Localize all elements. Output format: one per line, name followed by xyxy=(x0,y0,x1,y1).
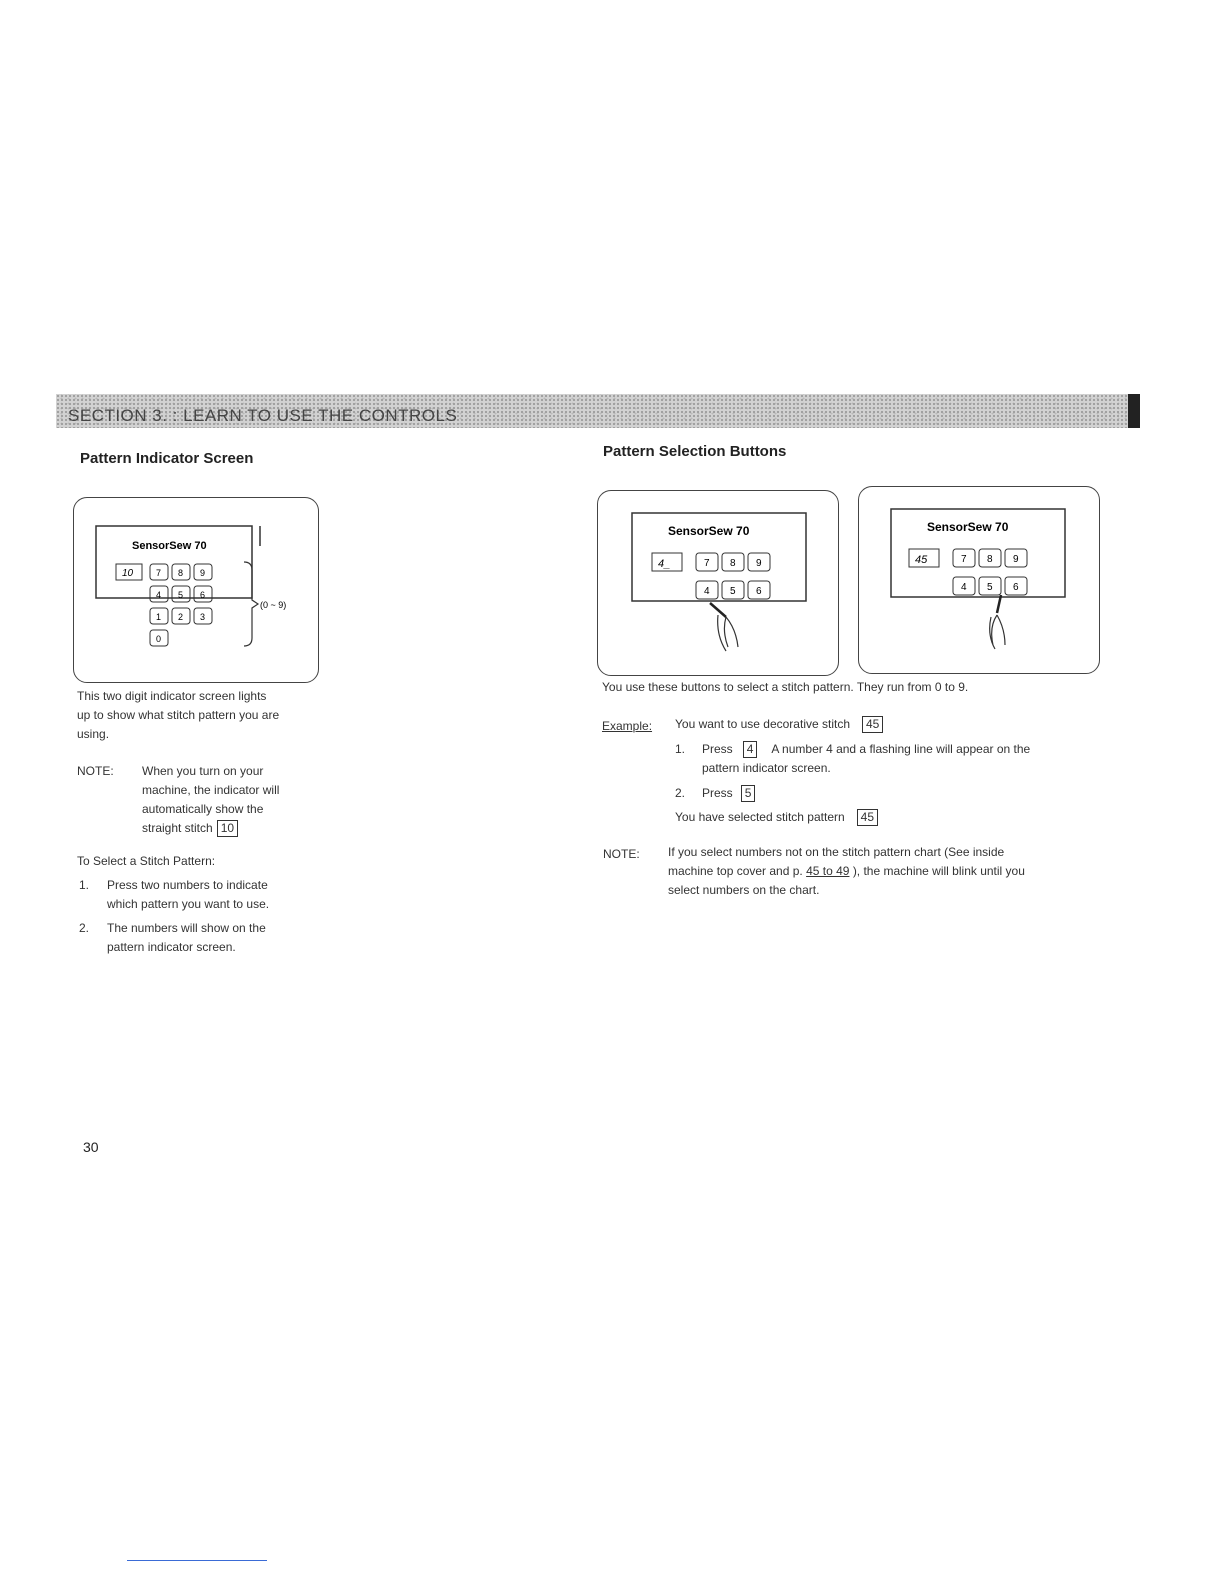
selection-note-label: NOTE: xyxy=(603,847,640,861)
result-45-badge: 45 xyxy=(857,809,878,826)
footer-rule xyxy=(127,1560,267,1561)
svg-text:8: 8 xyxy=(987,554,993,565)
svg-text:9: 9 xyxy=(1013,554,1019,565)
step-1-number: 1. xyxy=(79,878,90,892)
svg-text:6: 6 xyxy=(756,586,762,597)
svg-text:7: 7 xyxy=(156,568,162,578)
section-banner xyxy=(56,394,1140,428)
stitch-10-badge: 10 xyxy=(217,820,238,837)
selection-illustration-2 xyxy=(859,487,1099,673)
example-text: You want to use decorative stitch 45 xyxy=(675,715,1105,734)
selection-intro: You use these buttons to select a stitch pattern. They run from 0 to 9. xyxy=(602,680,969,694)
example-step-2-text: Press 5 xyxy=(702,784,902,803)
press-arrow xyxy=(710,603,726,617)
svg-text:6: 6 xyxy=(1013,582,1019,593)
range-label: (0 ~ 9) xyxy=(260,600,287,610)
figure2-brand: SensorSew 70 xyxy=(927,520,1009,534)
svg-text:8: 8 xyxy=(730,558,736,569)
range-brace xyxy=(244,562,258,646)
example-step-2-number: 2. xyxy=(675,786,686,800)
page-reference-link[interactable]: 45 to 49 xyxy=(806,864,850,878)
svg-text:1: 1 xyxy=(156,612,162,622)
section-title: SECTION 3. : LEARN TO USE THE CONTROLS xyxy=(68,406,458,425)
indicator-display: 10 xyxy=(122,568,134,579)
figure1-display: 4_ xyxy=(658,558,671,570)
indicator-description: This two digit indicator screen lights up to show what stitch pattern you are using. xyxy=(77,689,280,741)
svg-text:2: 2 xyxy=(178,612,184,622)
pattern-selection-heading: Pattern Selection Buttons xyxy=(603,443,787,460)
indicator-screen-figure xyxy=(73,497,319,683)
figure1-brand: SensorSew 70 xyxy=(668,524,750,538)
stitch-45-badge: 45 xyxy=(862,716,883,733)
svg-text:5: 5 xyxy=(730,586,736,597)
svg-text:5: 5 xyxy=(178,590,184,600)
step-1-text: Press two numbers to indicate which pattern you want to use. xyxy=(107,878,270,911)
selection-figure-press-5 xyxy=(858,486,1100,674)
select-pattern-title: To Select a Stitch Pattern: xyxy=(77,854,216,868)
svg-text:7: 7 xyxy=(704,558,710,569)
selection-figure-press-4 xyxy=(597,490,839,676)
indicator-note-label: NOTE: xyxy=(77,764,114,778)
svg-text:5: 5 xyxy=(987,582,993,593)
svg-text:9: 9 xyxy=(200,568,206,578)
page-number: 30 xyxy=(83,1139,99,1155)
svg-text:0: 0 xyxy=(156,634,162,644)
selection-note-text: If you select numbers not on the stitch pattern chart (See inside machine top cover and p. 45 to 49 ), the machine will blink until you select numbers on the chart. xyxy=(668,845,1025,897)
finger-icon xyxy=(990,615,1005,649)
example-label: Example: xyxy=(602,719,653,733)
section-tab-marker xyxy=(1128,394,1140,428)
indicator-screen-illustration xyxy=(74,498,318,682)
svg-text:6: 6 xyxy=(200,590,206,600)
example-step-1-number: 1. xyxy=(675,742,686,756)
key-4-badge: 4 xyxy=(743,741,758,758)
key-5-badge: 5 xyxy=(741,785,756,802)
figure2-display: 45 xyxy=(915,554,928,566)
svg-text:8: 8 xyxy=(178,568,184,578)
svg-text:4: 4 xyxy=(156,590,162,600)
example-result: You have selected stitch pattern 45 xyxy=(675,808,1095,827)
figure-brand: SensorSew 70 xyxy=(132,540,207,552)
indicator-note-text: When you turn on your machine, the indicator will automatically show the straight stitch 10 xyxy=(142,764,280,835)
svg-text:3: 3 xyxy=(200,612,206,622)
finger-icon xyxy=(718,615,738,651)
svg-text:4: 4 xyxy=(961,582,967,593)
step-2-number: 2. xyxy=(79,921,90,935)
svg-text:9: 9 xyxy=(756,558,762,569)
selection-illustration-1 xyxy=(598,491,838,675)
pattern-indicator-heading: Pattern Indicator Screen xyxy=(80,450,254,467)
svg-text:4: 4 xyxy=(704,586,710,597)
example-step-1-text: Press 4 A number 4 and a flashing line will appear on the pattern indicator screen. xyxy=(702,742,1031,775)
svg-text:7: 7 xyxy=(961,554,967,565)
step-2-text: The numbers will show on the pattern indicator screen. xyxy=(107,921,266,954)
